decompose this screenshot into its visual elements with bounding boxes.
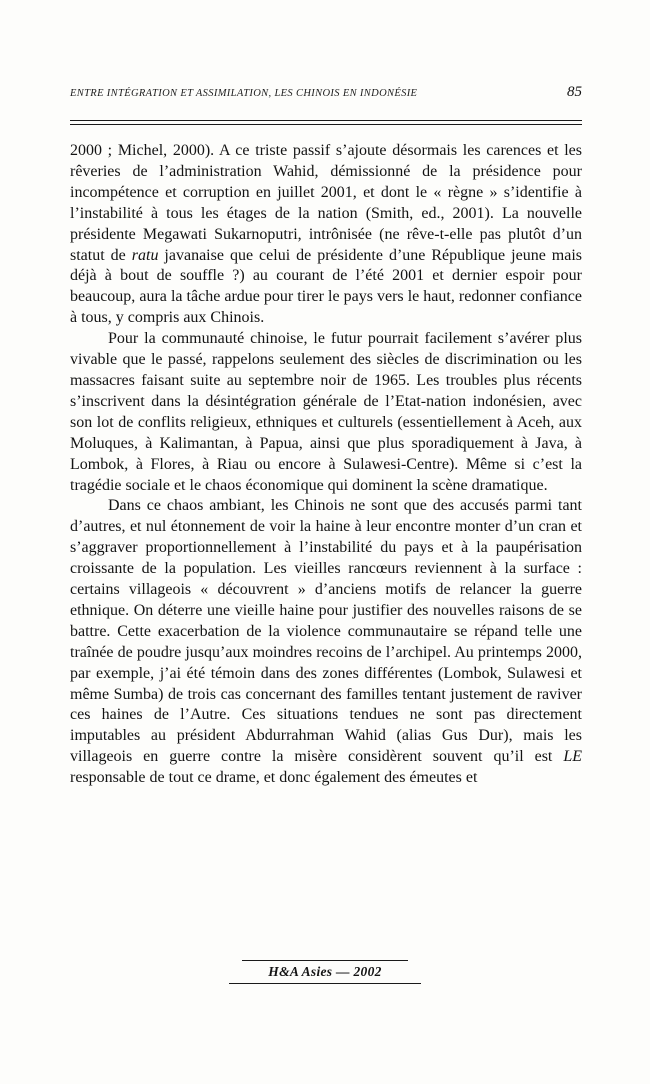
page-footer — [0, 960, 650, 984]
paragraph-chaos-ambient: Dans ce chaos ambiant, les Chinois ne sont que des accusés parmi tant d’autres, et nul étonnement de voir la haine à leur encontre monter d’un cran et s’aggraver proportionnellement à l’instabilité du pays et à la paupérisation croissante de la population. Les vieilles rancœurs reviennent à la surface : certains villageois « découvrent » d’anciens motifs de relancer la guerre ethnique. On déterre une vieille haine pour justifier des nouvelles raisons de se battre. Cette exacerbation de la violence communautaire se répand telle une traînée de poudre jusqu’aux moindres recoins de l’archipel. Au printemps 2000, par exemple, j’ai été témoin dans des zones différentes (Lombok, Sulawesi et même Sumba) de trois cas concernant des familles tentant justement de raviver ces haines de l’Autre. Ces situations tendues ne sont pas directement imputables au président Abdurrahman Wahid (alias Gus Dur), mais les villageois en guerre contre la misère considèrent souvent qu’il est LE responsable de tout ce drame, et donc également des émeutes et — [70, 497, 582, 787]
page-header — [70, 84, 582, 101]
footer-rule-bottom — [229, 983, 421, 984]
footer-rule-top — [242, 960, 408, 961]
imprint: H&A Asies — 2002 — [268, 964, 382, 979]
paragraph-community-future: Pour la communauté chinoise, le futur pourrait facilement s’avérer plus vivable que le passé, rappelons seulement des siècles de discrimination ou les massacres faisant suite au septembre noir de 1965. Les troubles plus récents s’inscrivent dans la désintégration générale de l’Etat-nation indonésien, avec son lot de conflits religieux, ethniques et culturels (essentiellement à Aceh, aux Moluques, à Kalimantan, à Papua, ainsi que plus sporadiquement à Java, à Lombok, à Flores, à Riau ou encore à Sulawesi-Centre). Même si c’est la tragédie sociale et le chaos économique qui dominent la scène dramatique. — [70, 330, 582, 494]
body-text — [70, 141, 582, 789]
page-number: 85 — [567, 84, 582, 100]
paragraph-continuation: 2000 ; Michel, 2000). A ce triste passif s’ajoute désormais les carences et les rêveries de l’administration Wahid, démissionné de la présidence pour incompétence et corruption en juillet 2001, et dont le « règne » s’identifie à l’instabilité à tous les étages de la nation (Smith, ed., 2001). La nouvelle présidente Megawati Sukarnoputri, intrônisée (ne rêve-t-elle pas plutôt d’un statut de ratu javanaise que celui de présidente d’une République jeune mais déjà à bout de souffle ?) au courant de l’été 2001 et dernier espoir pour beaucoup, aura la tâche ardue pour tirer le pays vers le haut, redonner confiance à tous, y compris aux Chinois. — [70, 142, 583, 327]
header-double-rule — [70, 120, 582, 125]
running-title: ENTRE INTÉGRATION ET ASSIMILATION, LES CHINOIS EN INDONÉSIE — [70, 88, 418, 99]
